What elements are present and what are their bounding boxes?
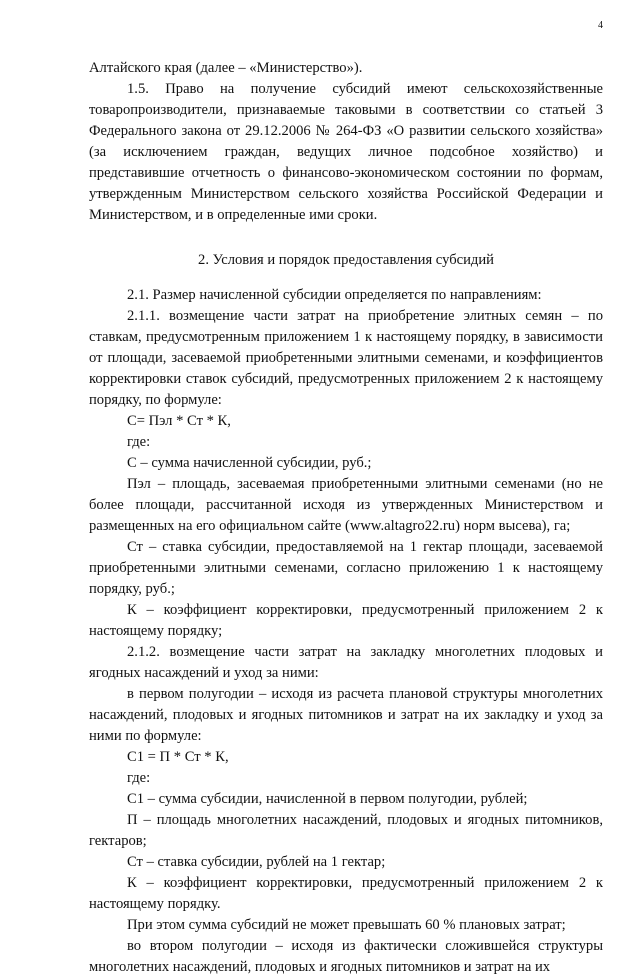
second-half-year: во втором полугодии – исходя из фактически сложившейся структуры многолетних насаждений, плодовых и ягодных питомников и затрат на их (89, 938, 603, 975)
definition-st-2: Ст – ставка субсидии, рублей на 1 гектар; (127, 854, 386, 870)
paragraph-2-1-2: 2.1.2. возмещение части затрат на закладку многолетних плодовых и ягодных насаждений и уход за ними: (89, 644, 603, 681)
where-label-2: где: (127, 770, 151, 786)
where-label-1: где: (127, 434, 151, 450)
definition-pel: Пэл – площадь, засеваемая приобретенными элитными семенами (но не более площади, рассчитанной исходя из утвержденных Министерством и размещенных на его официальном сайте (www.altagro22.ru) норм высева), га; (89, 476, 603, 534)
definition-k-2: К – коэффициент корректировки, предусмотренный приложением 2 к настоящему порядку. (89, 875, 603, 912)
paragraph-continuation: Алтайского края (далее – «Министерство»). (89, 60, 363, 76)
definition-k: К – коэффициент корректировки, предусмотренный приложением 2 к настоящему порядку; (89, 602, 603, 639)
section-heading: 2. Условия и порядок предоставления субсидий (198, 252, 494, 268)
definition-c1: С1 – сумма субсидии, начисленной в первом полугодии, рублей; (127, 791, 528, 807)
definition-p: П – площадь многолетних насаждений, плодовых и ягодных питомников, гектаров; (89, 812, 603, 849)
document-body (89, 58, 603, 978)
limit-note: При этом сумма субсидий не может превышать 60 % плановых затрат; (127, 917, 566, 933)
page-number: 4 (598, 20, 603, 31)
formula-2: С1 = П * Ст * К, (127, 749, 229, 765)
formula-1: С= Пэл * Ст * К, (127, 413, 231, 429)
paragraph-2-1: 2.1. Размер начисленной субсидии определяется по направлениям: (127, 287, 542, 303)
first-half-year: в первом полугодии – исходя из расчета плановой структуры многолетних насаждений, плодовых и ягодных питомников и затрат на их закладку и уход за ними по формуле: (89, 686, 603, 744)
definition-c: С – сумма начисленной субсидии, руб.; (127, 455, 372, 471)
paragraph-1-5: 1.5. Право на получение субсидий имеют сельскохозяйственные товаропроизводители, признаваемые таковыми в соответствии со статьей 3 Федерального закона от 29.12.2006 № 264-ФЗ «О развитии сельского хозяйства» (за исключением граждан, ведущих личное подсобное хозяйство) и представившие отчетность о финансово-экономическом состоянии по формам, утвержденным Министерством сельского хозяйства Российской Федерации и Министерством, и в определенные ими сроки. (89, 81, 603, 223)
paragraph-2-1-1: 2.1.1. возмещение части затрат на приобретение элитных семян – по ставкам, предусмотренным приложением 1 к настоящему порядку, в зависимости от площади, засеваемой приобретенными элитными семенами, и коэффициентов корректировки ставок субсидий, предусмотренных приложением 2 к настоящему порядку, по формуле: (89, 308, 603, 408)
definition-st: Ст – ставка субсидии, предоставляемой на 1 гектар площади, засеваемой приобретенными элитными семенами, согласно приложению 1 к настоящему порядку, руб.; (89, 539, 603, 597)
